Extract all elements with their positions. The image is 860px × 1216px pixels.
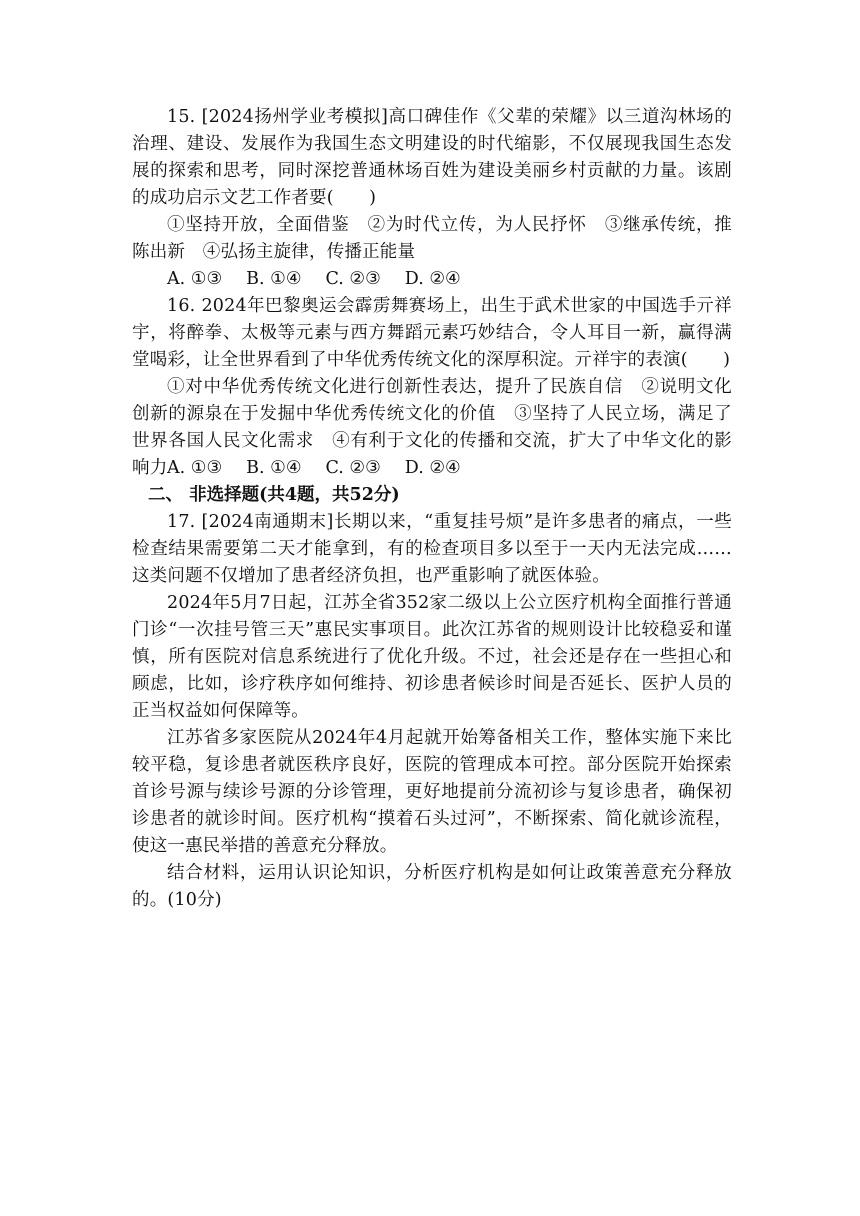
q17-material-1: 17. [2024南通期末]长期以来，“重复挂号烦”是许多患者的痛点，一些检查结果需要第二天才能拿到，有的检查项目多以至于一天内无法完成……这类问题不仅增加了患者经济负担，也严重影响了就医体验。 [132,512,732,586]
q16-stem: 16. 2024年巴黎奥运会霹雳舞赛场上，出生于武术世家的中国选手亓祥宇，将醉拳、太极等元素与西方舞蹈元素巧妙结合，令人耳目一新，赢得满堂喝彩，让全世界看到了中华优秀传统文化的深厚积淀。亓祥宇的表演( ) [132,296,732,370]
q15-option-d: D. ②④ [404,269,461,289]
q17-material-2: 2024年5月7日起，江苏全省352家二级以上公立医疗机构全面推行普通门诊“一次挂号管三天”惠民实事项目。此次江苏省的规则设计比较稳妥和谨慎，所有医院对信息系统进行了优化升级。不过，社会还是存在一些担心和顾虑，比如，诊疗秩序如何维持、初诊患者候诊时间是否延长、医护人员的正当权益如何保障等。 [132,593,732,721]
q15-options [167,266,485,293]
section-heading: 二、 非选择题(共4题，共52分) [148,485,400,505]
q15-stem: 15. [2024扬州学业考模拟]高口碑佳作《父辈的荣耀》以三道沟林场的治理、建设、发展作为我国生态文明建设的时代缩影，不仅展现我国生态发展的探索和思考，同时深挖普通林场百姓为建设美丽乡村贡献的力量。该剧的成功启示文艺工作者要( ) [132,107,732,208]
q15-option-a: A. ①③ [167,269,223,289]
q15-option-c: C. ②③ [325,269,381,289]
q15-option-b: B. ①④ [246,269,302,289]
q17-material-3: 江苏省多家医院从2024年4月起就开始筹备相关工作，整体实施下来比较平稳，复诊患者就医秩序良好，医院的管理成本可控。部分医院开始探索首诊号源与续诊号源的分诊管理，更好地提前分流初诊与复诊患者，确保初诊患者的就诊时间。医疗机构“摸着石头过河”，不断探索、简化就诊流程，使这一惠民举措的善意充分释放。 [132,728,732,856]
q16-option-b: B. ①④ [246,458,302,478]
q16-option-d: D. ②④ [404,458,461,478]
q16-statements: ①对中华优秀传统文化进行创新性表达，提升了民族自信 ②说明文化创新的源泉在于发掘中华优秀传统文化的价值 ③坚持了人民立场，满足了世界各国人民文化需求 ④有利于文化的传播和交流，扩大了中华文化的影响力 [132,377,732,478]
q16-option-c: C. ②③ [325,458,381,478]
q16-options [167,455,485,482]
q15-statements: ①坚持开放，全面借鉴 ②为时代立传，为人民抒怀 ③继承传统，推陈出新 ④弘扬主旋律，传播正能量 [132,215,732,262]
q17-task: 结合材料，运用认识论知识，分析医疗机构是如何让政策善意充分释放的。(10分) [132,863,732,910]
q16-option-a: A. ①③ [167,458,223,478]
